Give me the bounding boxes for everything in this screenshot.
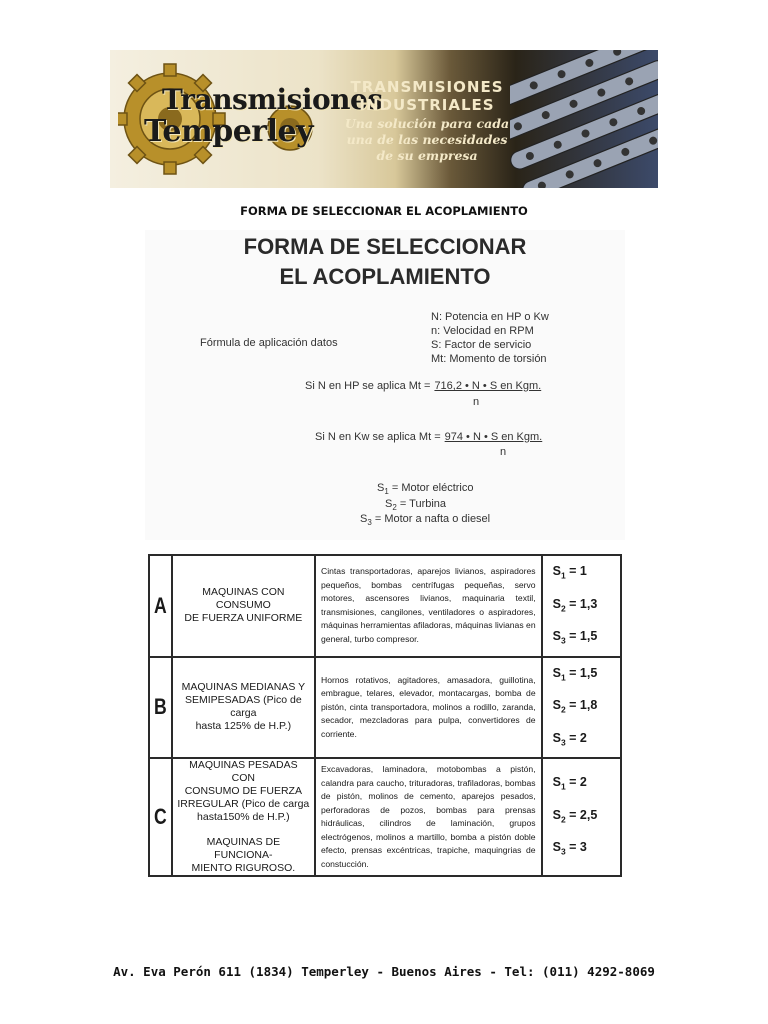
category-line: MAQUINAS MEDIANAS Y (181, 681, 306, 694)
row-category (172, 758, 315, 876)
footer-address: Av. Eva Perón 611 (1834) Temperley - Buenos Aires - Tel: (011) 4292-8069 (113, 964, 655, 979)
factor-number: = 2 (569, 775, 587, 790)
row-description: Cintas transportadoras, aparejos livianos, aspiradores pequeños, bombas centrífugas pequeñas, servo motores, ascensores livianos, maquinaria textil, transmisiones, cangilones, ventiladores o aspiradores, máquinas herramientas afiladoras, máquinas livianas en general, turbo compresor. (315, 555, 542, 657)
factor-index: 3 (367, 518, 372, 528)
factor-text: = Motor eléctrico (391, 482, 474, 494)
category-line: hasta 125% de H.P.) (195, 720, 292, 733)
factor-number: = 1,8 (569, 698, 598, 712)
table-row (149, 657, 621, 759)
factor-symbol: S (552, 775, 561, 790)
legend-item: Mt: Momento de torsión (431, 353, 547, 365)
factor-symbol: S (552, 564, 561, 578)
legend-item: S: Factor de servicio (431, 339, 532, 351)
service-factor-2 (385, 498, 446, 512)
row-service-factors (542, 555, 621, 657)
factor-value (553, 691, 619, 724)
equation-prefix: Si N en Kw se aplica Mt = (315, 431, 441, 443)
company-banner (110, 50, 658, 188)
factor-text: = Turbina (399, 498, 447, 510)
category-line: hasta150% de H.P.) (197, 811, 290, 823)
category-line: MAQUINAS CON CONSUMO (202, 586, 285, 612)
brand-name-line2: Temperley (144, 114, 313, 149)
service-factor-3 (360, 513, 490, 527)
factor-number: = 3 (569, 840, 587, 855)
factor-value (553, 724, 619, 757)
formula-section (145, 230, 625, 540)
factor-value (553, 659, 619, 692)
legend-item: n: Velocidad en RPM (431, 325, 534, 337)
factor-symbol: S (552, 698, 561, 712)
slogan-line: una de las necesidades (346, 132, 508, 147)
factor-number: = 2,5 (569, 807, 598, 822)
row-letter: A (151, 555, 169, 657)
row-description: Hornos rotativos, agitadores, amasadora, guillotina, embrague, telares, elevador, montacargas, bomba de pistón, cinta transportadora, molinos a rodillo, zaranda, secador, mezcladoras para pulpa, convertidores de corriente. (315, 657, 542, 759)
factor-value (553, 590, 619, 623)
roller-chain-icon (510, 50, 658, 188)
factor-symbol: S (552, 840, 561, 855)
factor-symbol: S (552, 807, 561, 822)
equation-hp (305, 380, 541, 392)
category-line: IRREGULAR (Pico de carga (177, 798, 310, 810)
factor-index: 2 (560, 704, 566, 715)
row-service-factors (542, 758, 621, 876)
factor-index: 2 (392, 503, 397, 513)
factor-index: 3 (560, 846, 566, 857)
slogan-line: Una solución para cada (344, 116, 510, 131)
factor-number: = 2 (569, 730, 587, 745)
table-row (149, 758, 621, 876)
equation-numerator: 716,2 • N • S en Kgm. (434, 380, 542, 392)
section-heading-line1: FORMA DE SELECCIONAR (243, 234, 527, 259)
factor-symbol: S (552, 596, 561, 611)
equation-numerator: 974 • N • S en Kgm. (444, 431, 543, 443)
factor-number: = 1,5 (569, 629, 598, 643)
factor-number: = 1,3 (569, 596, 598, 611)
category-line: CONSUMO DE FUERZA (184, 785, 302, 797)
factor-symbol: S (385, 498, 393, 510)
factor-number: = 1,5 (569, 665, 598, 680)
factor-index: 1 (560, 781, 566, 792)
factor-index: 2 (560, 603, 566, 613)
row-category (172, 555, 315, 657)
factor-number: = 1 (569, 564, 587, 578)
factor-symbol: S (552, 730, 561, 745)
factor-value (553, 622, 619, 655)
slogan (342, 116, 512, 164)
category-line: DE FUERZA UNIFORME (184, 612, 303, 625)
equation-denominator: n (500, 446, 507, 458)
factor-value (553, 768, 619, 801)
variables-legend (431, 310, 549, 366)
formula-label: Fórmula de aplicación datos (200, 337, 338, 349)
tagline-line2: INDUSTRIALES (359, 96, 495, 114)
service-factor-1 (377, 482, 473, 496)
factor-symbol: S (552, 665, 561, 680)
row-description: Excavadoras, laminadora, motobombas a pistón, calandra para caucho, trituradoras, trafiladoras, bombas de pistón, molinos de cemento, aparejos pesados, perforadoras de pozos, bombas para prensas hidráulicas, cilindros de laminación, grupos electrógenos, molinos a martillo, bomba a pistón doble efecto, prensas excéntricas, trapiche, maquingrias de constucción. (315, 758, 542, 876)
category-line: SEMIPESADAS (Pico de carga (184, 694, 302, 720)
row-letter: C (151, 758, 169, 876)
factor-symbol: S (360, 513, 368, 525)
factor-index: 1 (560, 570, 566, 581)
equation-kw (315, 431, 542, 443)
factor-index: 3 (560, 737, 566, 747)
section-heading-line2: EL ACOPLAMIENTO (279, 264, 491, 289)
factor-value (553, 833, 619, 866)
tagline-line1: TRANSMISIONES (350, 78, 504, 96)
factor-symbol: S (377, 482, 385, 494)
table-row (149, 555, 621, 657)
factor-index: 1 (384, 487, 389, 497)
equation-denominator: n (473, 396, 480, 408)
page-title: FORMA DE SELECCIONAR EL ACOPLAMIENTO (240, 204, 528, 218)
factor-text: = Motor a nafta o diesel (374, 513, 491, 525)
category-line: MAQUINAS PESADAS CON (189, 759, 298, 784)
factor-index: 3 (560, 635, 566, 646)
row-letter: B (151, 657, 169, 759)
legend-item: N: Potencia en HP o Kw (431, 311, 549, 323)
brand-name-line1: Transmisiones (162, 83, 383, 116)
slogan-line: de su empresa (376, 148, 478, 163)
row-category (172, 657, 315, 759)
row-service-factors (542, 657, 621, 759)
factor-index: 2 (560, 814, 566, 825)
equation-prefix: Si N en HP se aplica Mt = (305, 380, 431, 392)
category-line: MIENTO RIGUROSO. (191, 862, 296, 874)
factor-value (553, 801, 619, 834)
factor-index: 1 (560, 672, 566, 682)
factor-value (553, 557, 619, 590)
category-line: MAQUINAS DE FUNCIONA- (206, 836, 281, 861)
coupling-selection-table (148, 554, 622, 877)
factor-symbol: S (552, 629, 561, 643)
